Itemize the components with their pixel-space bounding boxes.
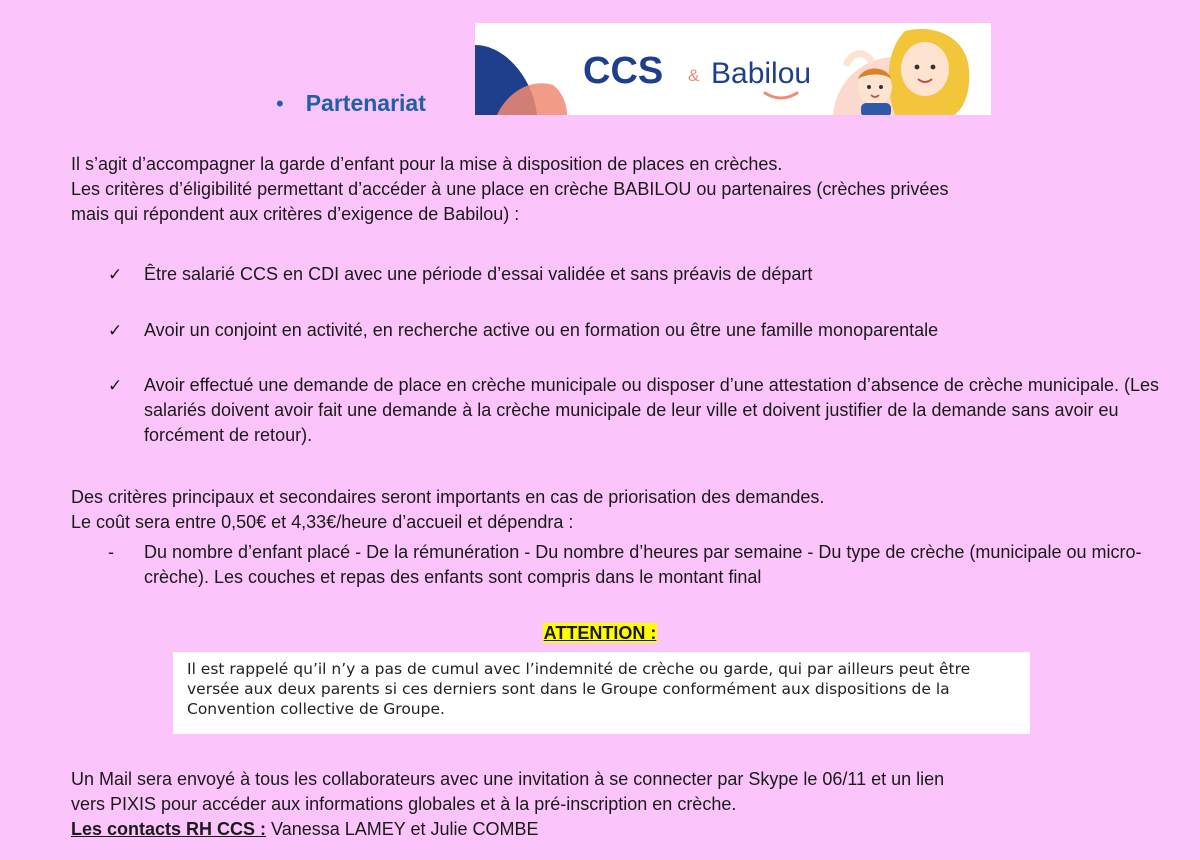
criteria-item-text: Être salarié CCS en CDI avec une période d’essai validée et sans préavis de départ	[144, 264, 813, 284]
criteria-item	[108, 318, 1178, 343]
contacts-line	[71, 817, 1181, 842]
criteria-item	[108, 373, 1178, 448]
cost-line-1: Des critères principaux et secondaires seront importants en cas de priorisation des demandes.	[71, 487, 825, 507]
attention-notice-box: Il est rappelé qu’il n’y a pas de cumul avec l’indemnité de crèche ou garde, qui par ailleurs peut être versée aux deux parents si ces derniers sont dans le Groupe conformément aux dispositions de la Convention collective de Groupe.	[173, 652, 1030, 734]
intro-line-2: Les critères d’éligibilité permettant d’accéder à une place en crèche BABILOU ou partenaires (crèches privées	[71, 179, 949, 199]
contacts-names: Vanessa LAMEY et Julie COMBE	[266, 819, 539, 839]
criteria-item	[108, 262, 1178, 287]
partner-banner	[475, 23, 991, 115]
banner-graphic	[475, 23, 991, 115]
footer-line-2: vers PIXIS pour accéder aux informations globales et à la pré-inscription en crèche.	[71, 794, 737, 814]
intro-line-3: mais qui répondent aux critères d’exigence de Babilou) :	[71, 204, 520, 224]
footer-paragraph	[71, 767, 1181, 842]
intro-line-1: Il s’agit d’accompagner la garde d’enfant pour la mise à disposition de places en crèches.	[71, 154, 783, 174]
criteria-item-text: Avoir un conjoint en activité, en recherche active ou en formation ou être une famille monoparentale	[144, 320, 939, 340]
intro-paragraph	[71, 152, 1171, 227]
cost-detail-item	[108, 540, 1178, 590]
checkmark-icon: ✓	[108, 321, 123, 340]
section-heading	[276, 90, 426, 117]
checkmark-icon: ✓	[108, 376, 123, 395]
cost-detail-text: Du nombre d’enfant placé - De la rémunération - Du nombre d’heures par semaine - Du type de crèche (municipale ou micro-crèche). Les couches et repas des enfants sont compris dans le montant final	[144, 542, 1142, 587]
brand-ccs: CCS	[583, 50, 664, 92]
dash-bullet: -	[108, 542, 114, 562]
checkmark-icon: ✓	[108, 265, 123, 284]
brand-amp: &	[688, 66, 700, 85]
criteria-item-text: Avoir effectué une demande de place en crèche municipale ou disposer d’une attestation d’absence de crèche municipale. (Les salariés doivent avoir fait une demande à la crèche municipale de leur ville et doivent justifier de la demande sans avoir eu forcément de retour).	[144, 375, 1159, 445]
brand-babilou: Babilou	[711, 57, 812, 90]
smile-icon	[765, 93, 797, 98]
footer-line-1: Un Mail sera envoyé à tous les collaborateurs avec une invitation à se connecter par Skype le 06/11 et un lien	[71, 769, 945, 789]
cost-paragraph	[71, 485, 1171, 535]
bullet-dot: •	[276, 90, 284, 116]
attention-heading	[0, 623, 1200, 644]
section-title: Partenariat	[305, 90, 426, 116]
cost-line-2: Le coût sera entre 0,50€ et 4,33€/heure d’accueil et dépendra :	[71, 512, 574, 532]
contacts-label: Les contacts RH CCS :	[71, 819, 267, 839]
attention-label: ATTENTION :	[543, 623, 657, 643]
